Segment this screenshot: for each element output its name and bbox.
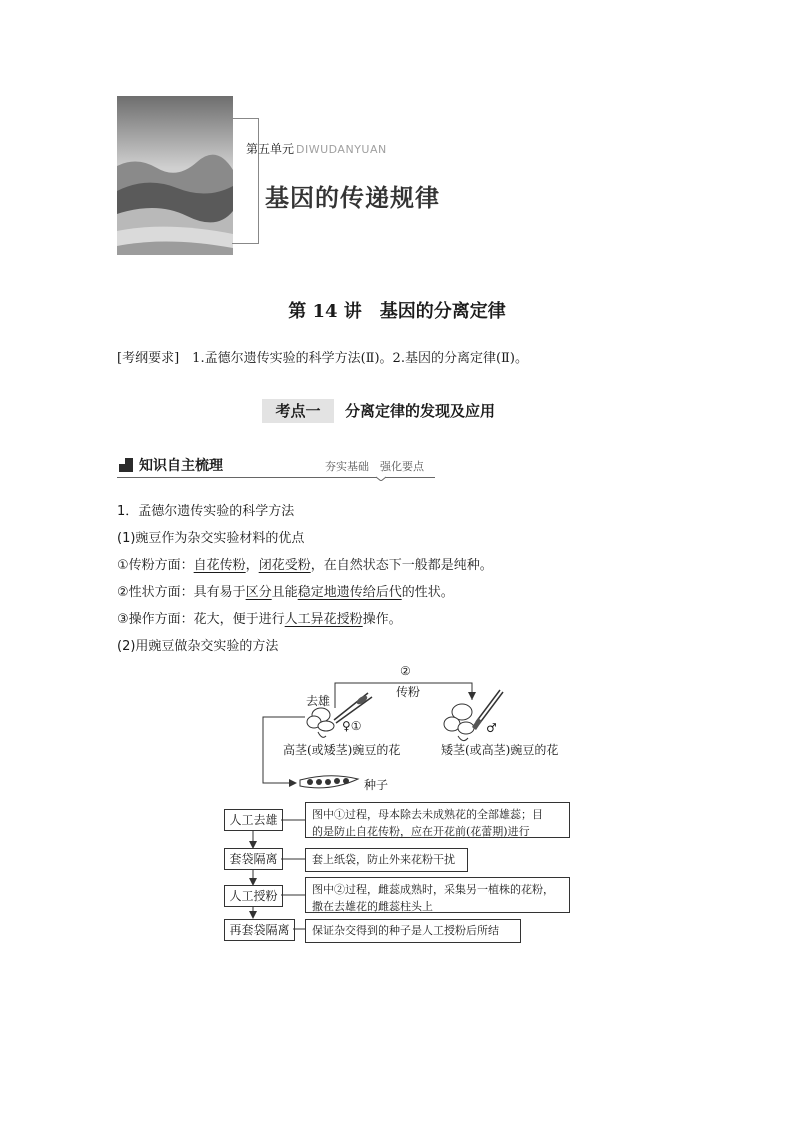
section-title: 知识自主梳理 bbox=[139, 458, 223, 474]
section-tag: 夯实基础 强化要点 bbox=[325, 460, 424, 473]
desc-1-line-1: 图中①过程，母本除去未成熟花的全部雄蕊；目 bbox=[312, 808, 543, 821]
item-1-underline-2: 闭花受粉 bbox=[258, 558, 311, 573]
step-pollination-desc bbox=[305, 877, 570, 913]
desc-1-line-2: 的是防止自花传粉，应在开花前(花蕾期)进行 bbox=[312, 825, 530, 838]
step-bagging: 套袋隔离 bbox=[224, 848, 283, 870]
item-1-mid: ， bbox=[245, 558, 259, 573]
short-flower-label: 矮茎(或高茎)豌豆的花 bbox=[441, 743, 559, 757]
item-3-suffix: 操作。 bbox=[362, 612, 402, 627]
pollination-label: 传粉 bbox=[396, 685, 421, 699]
step-rebagging: 再套袋隔离 bbox=[224, 919, 295, 941]
item-3-underline: 人工异花授粉 bbox=[284, 612, 363, 627]
desc-3-line-1: 图中②过程，雌蕊成熟时，采集另一植株的花粉， bbox=[312, 883, 554, 896]
seed-label: 种子 bbox=[364, 778, 389, 792]
emasculate-label: 去雄 bbox=[306, 694, 331, 708]
seed-pod-icon bbox=[300, 776, 358, 788]
step-emasculation-desc bbox=[305, 802, 570, 838]
step-bagging-desc bbox=[305, 848, 468, 872]
desc-3-line-2: 撒在去雄花的雌蕊柱头上 bbox=[312, 900, 433, 913]
requirements-text: 1.孟德尔遗传实验的科学方法(Ⅱ)。2.基因的分离定律(Ⅱ)。 bbox=[192, 351, 528, 366]
subheading-1: (1)豌豆作为杂交实验材料的优点 bbox=[117, 531, 305, 546]
pollen-flower-icon bbox=[444, 704, 474, 741]
item-3-prefix: ③操作方面：花大，便于进行 bbox=[117, 612, 285, 627]
item-2-mid: 且能 bbox=[271, 585, 298, 600]
item-1-underline-1: 自花传粉 bbox=[193, 558, 246, 573]
item-2-prefix: ②性状方面：具有易于 bbox=[117, 585, 246, 600]
pollination-arrowhead-icon bbox=[468, 692, 476, 700]
female-step-label: ♀① bbox=[342, 719, 362, 733]
step-emasculation: 人工去雄 bbox=[224, 809, 283, 831]
item-2-underline-1: 区分 bbox=[245, 585, 272, 600]
desc-4-line-1: 保证杂交得到的种子是人工授粉后所结 bbox=[312, 924, 499, 937]
emasculated-flower-icon bbox=[307, 708, 334, 737]
tall-flower-label: 高茎(或矮茎)豌豆的花 bbox=[283, 743, 401, 757]
item-1-suffix: ，在自然状态下一般都是纯种。 bbox=[310, 558, 493, 573]
step-rebagging-desc bbox=[305, 919, 521, 943]
step-pollination: 人工授粉 bbox=[224, 885, 283, 907]
requirements-label: [考纲要求] bbox=[117, 351, 180, 366]
male-label: ♂ bbox=[486, 721, 497, 735]
key-point-label: 考点一 bbox=[262, 399, 334, 423]
unit-pinyin: DIWUDANYUAN bbox=[296, 143, 387, 156]
desc-2-line-1: 套上纸袋，防止外来花粉干扰 bbox=[312, 853, 455, 866]
key-point-title: 分离定律的发现及应用 bbox=[345, 402, 496, 420]
item-1-prefix: ①传粉方面： bbox=[117, 558, 194, 573]
unit-title: 基因的传递规律 bbox=[265, 184, 440, 212]
item-2-suffix: 的性状。 bbox=[401, 585, 454, 600]
heading-1: 1．孟德尔遗传实验的科学方法 bbox=[117, 504, 295, 519]
lecture-title: 第 14 讲 基因的分离定律 bbox=[288, 301, 506, 322]
unit-number: 第五单元 bbox=[246, 142, 295, 156]
circled-two-label: ② bbox=[400, 664, 411, 678]
subheading-2: (2)用豌豆做杂交实验的方法 bbox=[117, 639, 279, 654]
item-2-underline-2: 稳定地遗传给后代 bbox=[297, 585, 402, 600]
